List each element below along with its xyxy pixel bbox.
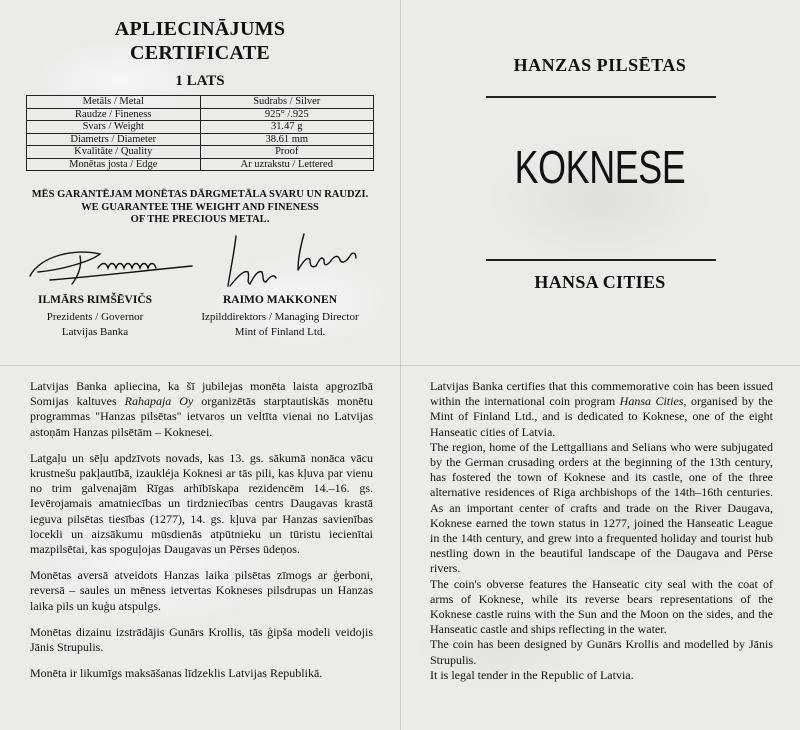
en-paragraph: The coin's obverse features the Hanseatic city seal with the coat of arms of Koknese, while its reverse bears representations of the Koknese castle ruins with the Sun and the Moon on the sides, and the Hanseatic castle and ships reflecting in the water.: [430, 576, 773, 637]
spec-label: Raudze / Fineness: [27, 108, 201, 121]
spec-label: Kvalitāte / Quality: [27, 146, 201, 159]
signatory-1-name: ILMĀRS RIMŠĒVIČS: [37, 294, 153, 306]
en-paragraph: Latvijas Banka certifies that this commemorative coin has been issued within the international coin program Hansa Cities, organised by the Mint of Finland Ltd., and is dedicated to Koknese, one of the eight Hanseatic cities of Latvia.: [430, 379, 773, 439]
table-row: [27, 158, 374, 171]
signature-makkonen: [224, 226, 364, 292]
table-row: [27, 133, 374, 146]
english-text: [430, 379, 773, 683]
signatory-1-title: Prezidents / Governor: [46, 311, 144, 323]
en-paragraph: The coin has been designed by Gunārs Krollis and modelled by Jānis Strupulis.: [430, 637, 773, 667]
guarantee-statement: [0, 189, 400, 227]
spec-label: Metāls / Metal: [27, 96, 201, 109]
spec-label: Svars / Weight: [27, 121, 201, 134]
lv-paragraph: Monētas dizainu izstrādājis Gunārs Krollis, tās ģipša modeli veidojis Jānis Strupulis.: [30, 624, 373, 655]
denomination: 1 LATS: [175, 73, 225, 89]
table-row: [27, 108, 374, 121]
table-row: [27, 96, 374, 109]
spec-value: Proof: [200, 146, 374, 159]
lv-paragraph: Latvijas Banka apliecina, ka šī jubilejas monēta laista apgrozībā Somijas kaltuves Rahapaja Oy organizētās starptautiskās monētu programmas "Hanzas pilsētas" ietvaros un veltīta vienai no Latvijas astoņām Hanzas pilsētām – Koknesei.: [30, 379, 373, 439]
signatory-2-title: Izpilddirektors / Managing Director: [201, 311, 359, 323]
signatory-2-org: Mint of Finland Ltd.: [234, 326, 326, 338]
specifications-table: [26, 95, 374, 171]
spec-value: Ar uzrakstu / Lettered: [200, 158, 374, 171]
guarantee-en-line-1: WE GUARANTEE THE WEIGHT AND FINENESS: [81, 201, 319, 213]
spec-label: Monētas josta / Edge: [27, 158, 201, 171]
table-row: [27, 146, 374, 159]
lv-paragraph: Monētas aversā atveidots Hanzas laika pilsētas zīmogs ar ģerboni, reversā – saules un mēness ietvertas Kokneses pilsdrupas un Hanzas laika pils un kuģu atspulgs.: [30, 568, 373, 613]
latvian-description-panel: [0, 365, 400, 730]
guarantee-lv: MĒS GARANTĒJAM MONĒTAS DĀRGMETĀLA SVARU UN RAUDZI.: [31, 189, 369, 200]
certificate-title-lv: APLIECINĀJUMS: [114, 18, 286, 40]
table-row: [27, 121, 374, 134]
signature-rimsevics: [20, 236, 200, 292]
lv-paragraph: Monēta ir likumīgs maksāšanas līdzeklis Latvijas Republikā.: [30, 666, 323, 681]
signatory-2-name: RAIMO MAKKONEN: [222, 294, 338, 306]
bottom-divider: [486, 259, 716, 261]
signatory-1-org: Latvijas Banka: [61, 326, 129, 338]
spec-value: Sudrabs / Silver: [200, 96, 374, 109]
guarantee-en-line-2: OF THE PRECIOUS METAL.: [130, 214, 270, 225]
spec-value: 925° /.925: [200, 108, 374, 121]
series-title-lv: HANZAS PILSĒTAS: [513, 55, 687, 75]
en-paragraph: The region, home of the Lettgallians and Selians who were subjugated by the German crusading orders at the beginning of the 13th century, has fostered the town of Koknese and its castle, one of the three alternative residences of Riga archbishops of the 14th–16th centuries. As an important center of crafts and trade on the River Daugava, Koknese earned the town status in 1277, joined the Hanseatic League in the 14th century, and grew into a frequented holiday and tourist hub nestling down in the beautiful landscape of the Daugava and Pērse rivers.: [430, 439, 773, 576]
cover-panel: [400, 0, 800, 365]
coin-name: KOKNESE: [514, 141, 686, 193]
latvian-text: [30, 379, 373, 692]
spec-value: 31.47 g: [200, 121, 374, 134]
series-title-en: HANSA CITIES: [534, 272, 666, 292]
en-paragraph: It is legal tender in the Republic of Latvia.: [430, 667, 634, 682]
top-divider: [486, 96, 716, 98]
lv-paragraph: Latgaļu un sēļu apdzīvots novads, kas 13. gs. sākumā nonāca vācu krustnešu pakļautībā, izaukléja Koknesi ar tās pili, kas kļuva par vienu no trim galvenajām Rīgas arhībīskapa rezidencēm 14.–16. gs. Ievērojamais amatniecības un tirdzniecības centrs Daugavas krastā ieguva pilsētas tiesības (1277), 14. gs. kļuva par Hanzas savienības locekli un aizsākumu mūsdienās atpūtnieku un tūristu iecienītai mazpilsētai, kas spoguļojas Daugavas un Pērses ūdeņos.: [30, 450, 373, 557]
english-description-panel: [400, 365, 800, 730]
spec-value: 38.61 mm: [200, 133, 374, 146]
spec-label: Diametrs / Diameter: [27, 133, 201, 146]
certificate-title-en: CERTIFICATE: [129, 42, 271, 64]
certificate-panel: [0, 0, 400, 365]
